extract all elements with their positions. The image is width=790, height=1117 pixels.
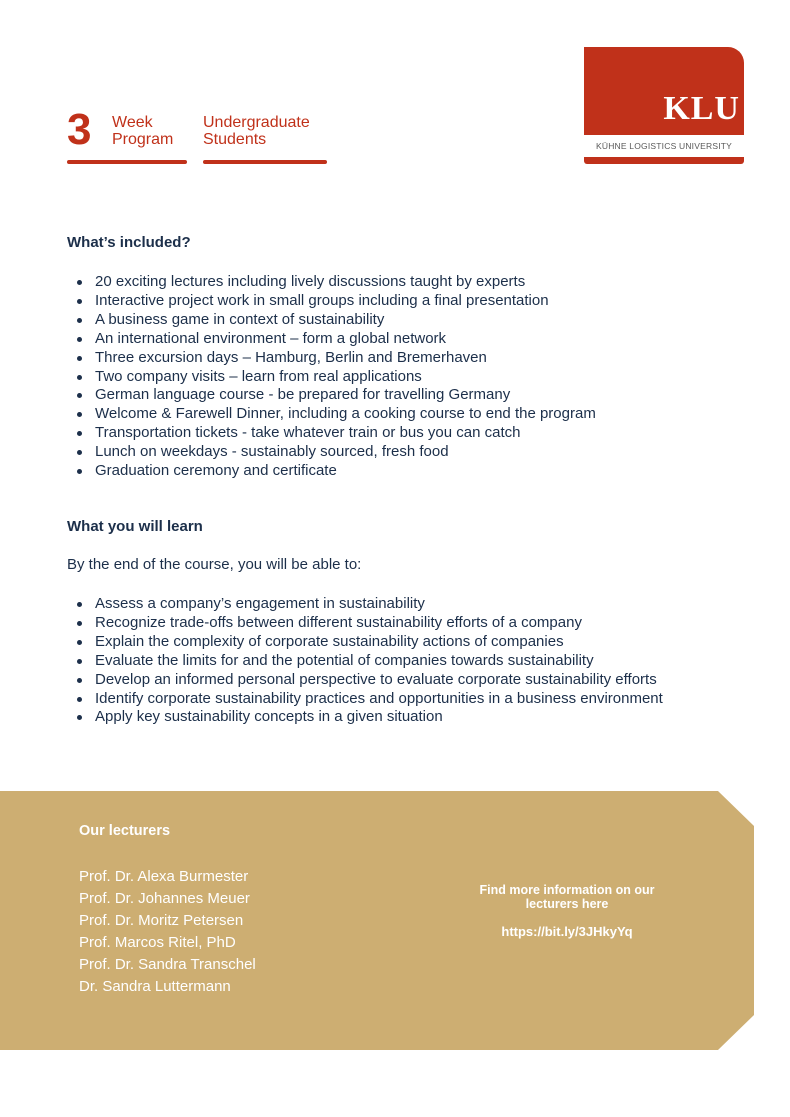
logo-bar	[584, 157, 744, 164]
week-program-badge	[67, 105, 187, 164]
lecturer-name: Prof. Dr. Johannes Meuer	[79, 890, 250, 907]
audience-label	[203, 114, 310, 148]
included-item: Welcome & Farewell Dinner, including a cooking course to end the program	[67, 405, 596, 424]
week-label-line1: Week	[112, 114, 153, 131]
included-item: Three excursion days – Hamburg, Berlin and Bremerhaven	[67, 349, 596, 368]
lecturers-heading: Our lecturers	[79, 823, 171, 839]
more-info-text: Find more information on our lecturers here	[479, 883, 655, 911]
week-label-line2: Program	[112, 131, 174, 148]
logo-wordmark: KLU	[663, 90, 740, 127]
included-item: An international environment – form a global network	[67, 330, 596, 349]
audience-underline	[203, 160, 327, 164]
learn-intro: By the end of the course, you will be able to:	[67, 556, 362, 573]
audience-label-line2: Students	[203, 131, 267, 148]
included-item: Transportation tickets - take whatever train or bus you can catch	[67, 424, 596, 443]
included-item: Graduation ceremony and certificate	[67, 462, 596, 481]
header	[0, 0, 790, 200]
learn-item: Evaluate the limits for and the potential of companies towards sustainability	[67, 652, 663, 671]
included-item: Two company visits – learn from real applications	[67, 368, 596, 387]
learn-item: Identify corporate sustainability practices and opportunities in a business environment	[67, 690, 663, 709]
lecturer-name: Prof. Dr. Alexa Burmester	[79, 868, 249, 885]
lecturers-list	[79, 866, 256, 998]
lecturers-link[interactable]: https://bit.ly/3JHkyYq	[501, 924, 633, 939]
learn-heading: What you will learn	[67, 518, 203, 535]
logo-subtitle: KÜHNE LOGISTICS UNIVERSITY	[595, 141, 733, 151]
lecturer-name: Dr. Sandra Luttermann	[79, 978, 231, 995]
included-item: A business game in context of sustainability	[67, 311, 596, 330]
included-item: 20 exciting lectures including lively discussions taught by experts	[67, 273, 596, 292]
learn-list	[67, 595, 663, 727]
week-number: 3	[67, 105, 92, 154]
included-heading: What’s included?	[67, 234, 191, 251]
included-list	[67, 273, 596, 481]
learn-item: Explain the complexity of corporate sustainability actions of companies	[67, 633, 663, 652]
included-item: Lunch on weekdays - sustainably sourced, fresh food	[67, 443, 596, 462]
week-label	[112, 114, 173, 148]
klu-logo	[584, 47, 744, 165]
learn-item: Recognize trade-offs between different sustainability efforts of a company	[67, 614, 663, 633]
learn-item: Apply key sustainability concepts in a given situation	[67, 708, 663, 727]
audience-label-line1: Undergraduate	[203, 114, 310, 131]
lecturer-name: Prof. Marcos Ritel, PhD	[79, 934, 236, 951]
logo-red-block	[584, 47, 744, 135]
week-underline	[67, 160, 187, 164]
lecturer-name: Prof. Dr. Moritz Petersen	[79, 912, 244, 929]
learn-item: Assess a company’s engagement in sustainability	[67, 595, 663, 614]
included-item: German language course - be prepared for travelling Germany	[67, 386, 596, 405]
lecturers-panel	[0, 791, 754, 1050]
lecturer-name: Prof. Dr. Sandra Transchel	[79, 956, 256, 973]
included-item: Interactive project work in small groups including a final presentation	[67, 292, 596, 311]
audience-badge	[203, 112, 327, 164]
learn-item: Develop an informed personal perspective to evaluate corporate sustainability efforts	[67, 671, 663, 690]
